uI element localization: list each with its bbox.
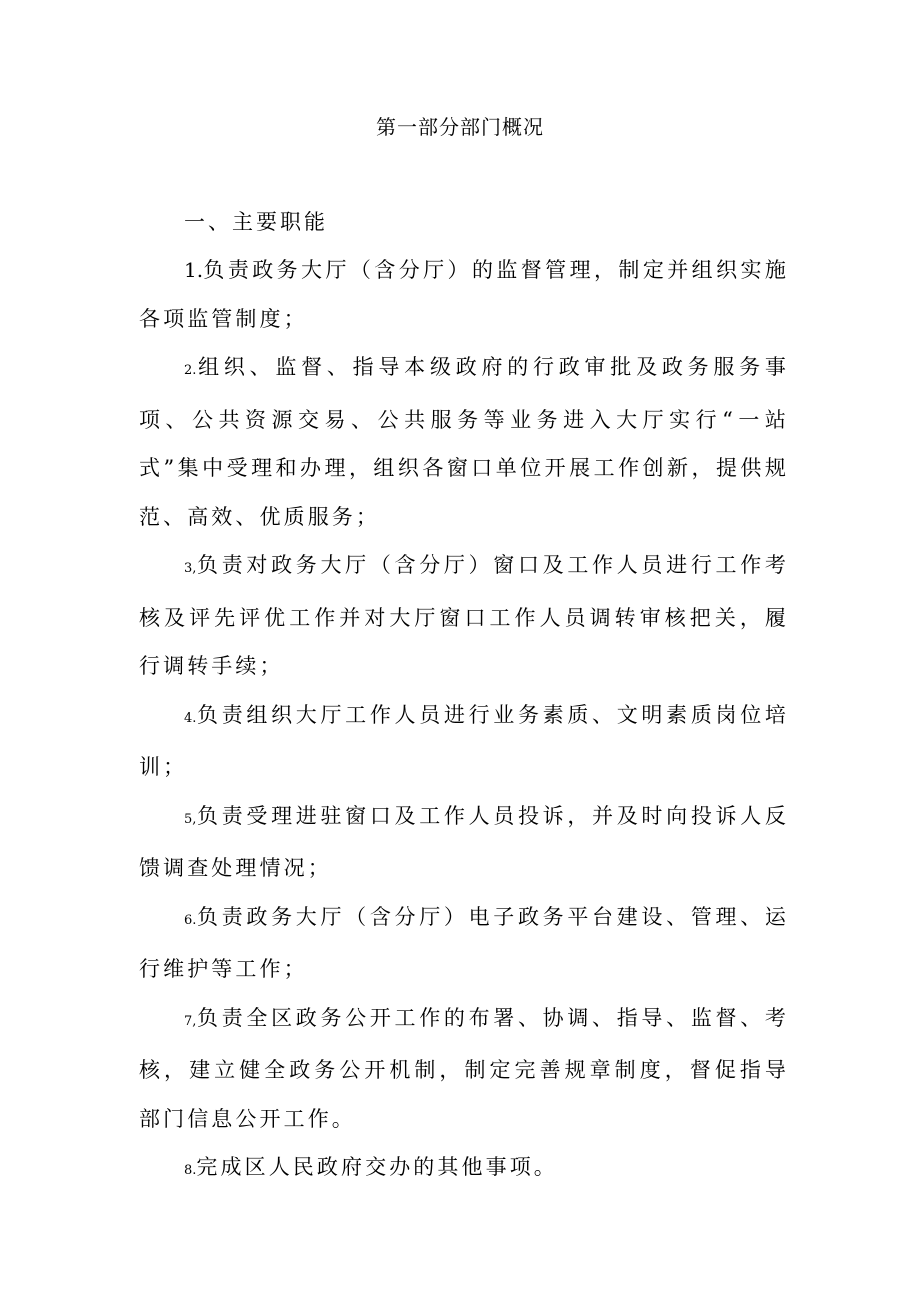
item-number: 7, [184, 1013, 197, 1029]
duty-item-2 [139, 343, 789, 541]
item-text: 负责受理进驻窗口及工作人员投诉，并及时向投诉人反馈调查处理情况； [139, 803, 789, 880]
item-text: 负责政务大厅（含分厅）电子政务平台建设、管理、运行维护等工作； [139, 904, 789, 981]
item-number: 4. [184, 710, 197, 726]
page-title: 第一部分部门概况 [376, 115, 544, 139]
duty-item-1 [139, 246, 789, 343]
item-text: 完成区人民政府交办的其他事项。 [196, 1155, 558, 1179]
duty-item-3 [139, 541, 789, 691]
duty-item-7 [139, 994, 789, 1144]
item-number: 6. [184, 912, 197, 928]
item-text: 组织、监督、指导本级政府的行政审批及政务服务事项、公共资源交易、公共服务等业务进入大厅实行“一站式”集中受理和办理，组织各窗口单位开展工作创新，提供规范、高效、优质服务； [139, 355, 789, 529]
item-number: 5, [184, 811, 197, 827]
section-heading: 一、主要职能 [184, 210, 328, 234]
item-text: 负责对政务大厅（含分厅）窗口及工作人员进行工作考核及评先评优工作并对大厅窗口工作人员调转审核把关，履行调转手续； [139, 553, 789, 678]
item-text: 负责组织大厅工作人员进行业务素质、文明素质岗位培训； [139, 702, 789, 779]
duty-item-8 [139, 1143, 789, 1196]
item-text: 负责全区政务公开工作的布署、协调、指导、监督、考核，建立健全政务公开机制，制定完善规章制度，督促指导部门信息公开工作。 [139, 1005, 789, 1131]
duty-item-6 [139, 893, 789, 994]
item-number: 2. [184, 363, 197, 378]
document-body [139, 198, 789, 1196]
duty-item-5 [139, 792, 789, 893]
item-number: 3, [184, 561, 197, 576]
item-number: 1. [184, 258, 204, 282]
item-text: 负责政务大厅（含分厅）的监督管理，制定并组织实施各项监管制度； [139, 258, 789, 331]
duty-item-4 [139, 691, 789, 792]
item-number: 8. [184, 1163, 197, 1178]
